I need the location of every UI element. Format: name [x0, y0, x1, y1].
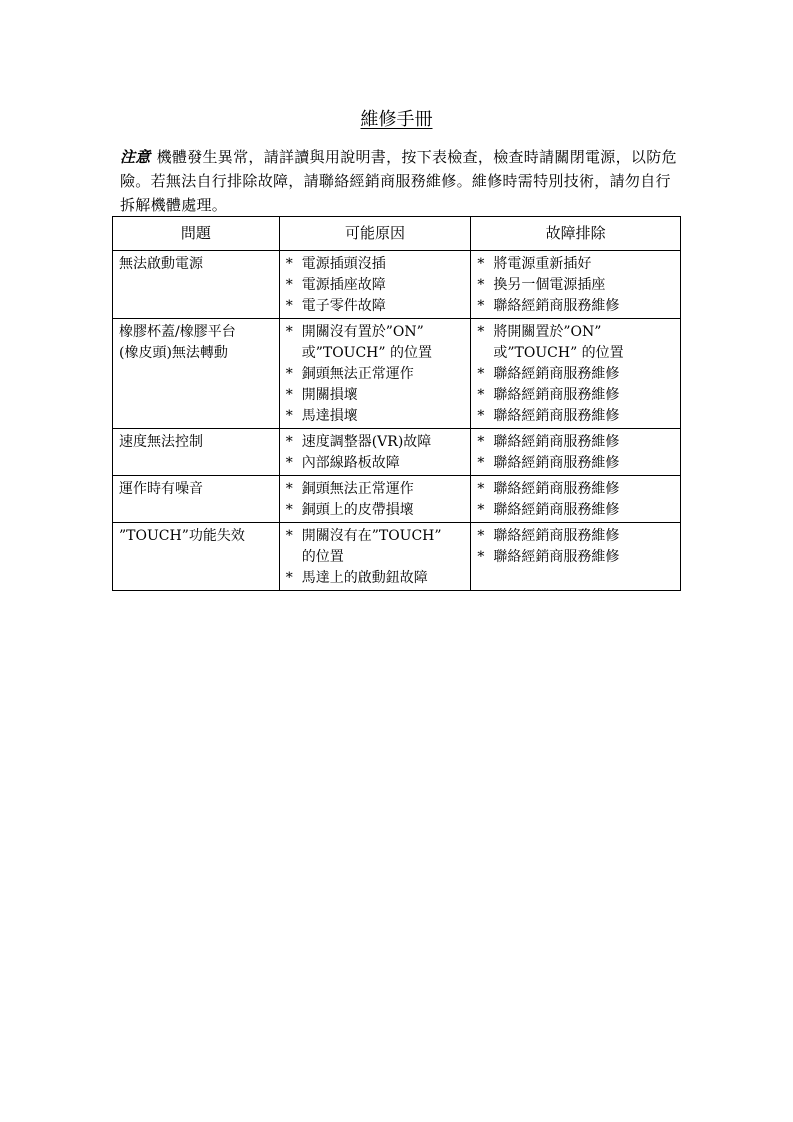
solution-cell — [471, 523, 681, 591]
bullet-star: * — [285, 387, 293, 403]
bullet-star: * — [477, 408, 485, 424]
cause-text: 開關沒有在”TOUCH” — [301, 528, 442, 544]
troubleshooting-table — [112, 216, 681, 591]
solution-text: 或”TOUCH” 的位置 — [493, 345, 624, 361]
solution-item — [477, 500, 674, 521]
solution-text: 將開關置於”ON” — [493, 324, 602, 340]
problem-text: ”TOUCH”功能失效 — [119, 528, 245, 544]
bullet-star: * — [477, 528, 485, 544]
bullet-star: * — [285, 455, 293, 471]
bullet-star: * — [477, 481, 485, 497]
table-row — [113, 523, 681, 591]
problem-text: (橡皮頭)無法轉動 — [119, 345, 228, 361]
bullet-star: * — [477, 256, 485, 272]
bullet-star: * — [477, 366, 485, 382]
cause-text: 內部線路板故障 — [301, 455, 400, 471]
notice-label: 注意 — [120, 148, 151, 166]
solution-cell — [471, 476, 681, 523]
problem-cell — [113, 476, 280, 523]
cause-cell — [279, 523, 471, 591]
solution-list — [477, 254, 674, 317]
cause-text: 銅頭上的皮帶損壞 — [301, 502, 414, 518]
cause-text: 開關沒有置於”ON” — [301, 324, 424, 340]
solution-item — [477, 526, 674, 547]
notice-paragraph — [120, 145, 680, 217]
cause-text: 的位置 — [301, 549, 344, 565]
table-body — [113, 251, 681, 591]
cause-list — [286, 322, 465, 427]
solution-item — [477, 296, 674, 317]
bullet-star: * — [477, 434, 485, 450]
solution-item — [477, 385, 674, 406]
cause-cell — [279, 251, 471, 319]
cause-cell — [279, 429, 471, 476]
cause-item — [286, 364, 465, 385]
solution-item — [477, 453, 674, 474]
page-title — [0, 108, 793, 132]
solution-list — [477, 479, 674, 521]
header-problem: 問題 — [113, 217, 280, 251]
problem-text: 橡膠杯蓋/橡膠平台 — [119, 324, 236, 340]
cause-item — [286, 406, 465, 427]
cause-text: 馬達上的啟動鈕故障 — [301, 570, 428, 586]
cause-item — [286, 500, 465, 521]
solution-item — [477, 343, 674, 364]
solution-item — [477, 322, 674, 343]
header-solution: 故障排除 — [471, 217, 681, 251]
problem-cell — [113, 429, 280, 476]
cause-item — [286, 432, 465, 453]
bullet-star: * — [285, 324, 293, 340]
cause-item — [286, 296, 465, 317]
bullet-star: * — [477, 549, 485, 565]
cause-item — [286, 453, 465, 474]
solution-text: 聯絡經銷商服務維修 — [493, 528, 620, 544]
table-header-row — [113, 217, 681, 251]
solution-item — [477, 254, 674, 275]
cause-cell — [279, 476, 471, 523]
cause-item — [286, 275, 465, 296]
bullet-star: * — [477, 387, 485, 403]
solution-text: 聯絡經銷商服務維修 — [493, 434, 620, 450]
cause-text: 馬達損壞 — [301, 408, 358, 424]
page-title-text: 維修手冊 — [360, 109, 433, 130]
solution-list — [477, 322, 674, 427]
solution-text: 聯絡經銷商服務維修 — [493, 455, 620, 471]
bullet-star: * — [477, 455, 485, 471]
problem-cell — [113, 523, 280, 591]
header-cause: 可能原因 — [279, 217, 471, 251]
solution-item — [477, 406, 674, 427]
problem-cell — [113, 251, 280, 319]
problem-text: 運作時有噪音 — [119, 481, 203, 497]
cause-text: 或”TOUCH” 的位置 — [301, 345, 433, 361]
bullet-star: * — [285, 408, 293, 424]
solution-item — [477, 479, 674, 500]
bullet-star: * — [285, 502, 293, 518]
bullet-star: * — [477, 324, 485, 340]
cause-item — [286, 547, 465, 568]
cause-item — [286, 322, 465, 343]
bullet-star: * — [285, 366, 293, 382]
solution-text: 聯絡經銷商服務維修 — [493, 549, 620, 565]
problem-text: 無法啟動電源 — [119, 256, 203, 272]
cause-list — [286, 526, 465, 589]
solution-text: 聯絡經銷商服務維修 — [493, 408, 620, 424]
problem-text: 速度無法控制 — [119, 434, 203, 450]
cause-item — [286, 385, 465, 406]
cause-text: 銅頭無法正常運作 — [301, 366, 414, 382]
notice-text: 機體發生異常，請詳讀與用說明書，按下表檢查，檢查時請關閉電源，以防危險。若無法自行排除故障，請聯絡經銷商服務維修。維修時需特別技術，請勿自行拆解機體處理。 — [120, 148, 677, 214]
table-row — [113, 429, 681, 476]
cause-item — [286, 479, 465, 500]
bullet-star: * — [477, 277, 485, 293]
solution-cell — [471, 251, 681, 319]
bullet-star: * — [285, 298, 293, 314]
bullet-star: * — [285, 528, 293, 544]
cause-text: 電源插座故障 — [301, 277, 386, 293]
solution-text: 聯絡經銷商服務維修 — [493, 387, 620, 403]
solution-text: 將電源重新插好 — [493, 256, 592, 272]
cause-list — [286, 432, 465, 474]
cause-text: 電源插頭沒插 — [301, 256, 386, 272]
solution-item — [477, 364, 674, 385]
problem-cell — [113, 319, 280, 429]
solution-text: 聯絡經銷商服務維修 — [493, 502, 620, 518]
cause-item — [286, 568, 465, 589]
solution-cell — [471, 429, 681, 476]
cause-text: 電子零件故障 — [301, 298, 386, 314]
solution-list — [477, 526, 674, 568]
cause-cell — [279, 319, 471, 429]
cause-item — [286, 343, 465, 364]
bullet-star: * — [285, 277, 293, 293]
bullet-star: * — [285, 434, 293, 450]
bullet-star: * — [477, 502, 485, 518]
solution-text: 聯絡經銷商服務維修 — [493, 298, 620, 314]
cause-item — [286, 526, 465, 547]
solution-item — [477, 432, 674, 453]
bullet-star: * — [285, 570, 293, 586]
bullet-star: * — [285, 481, 293, 497]
cause-text: 速度調整器(VR)故障 — [301, 434, 432, 450]
cause-text: 開關損壞 — [301, 387, 358, 403]
solution-list — [477, 432, 674, 474]
cause-list — [286, 254, 465, 317]
bullet-star: * — [477, 298, 485, 314]
solution-text: 聯絡經銷商服務維修 — [493, 366, 620, 382]
table-row — [113, 251, 681, 319]
solution-item — [477, 547, 674, 568]
cause-text: 銅頭無法正常運作 — [301, 481, 414, 497]
solution-text: 聯絡經銷商服務維修 — [493, 481, 620, 497]
table-row — [113, 319, 681, 429]
cause-list — [286, 479, 465, 521]
table-row — [113, 476, 681, 523]
solution-cell — [471, 319, 681, 429]
cause-item — [286, 254, 465, 275]
bullet-star: * — [285, 256, 293, 272]
solution-text: 換另一個電源插座 — [493, 277, 606, 293]
solution-item — [477, 275, 674, 296]
